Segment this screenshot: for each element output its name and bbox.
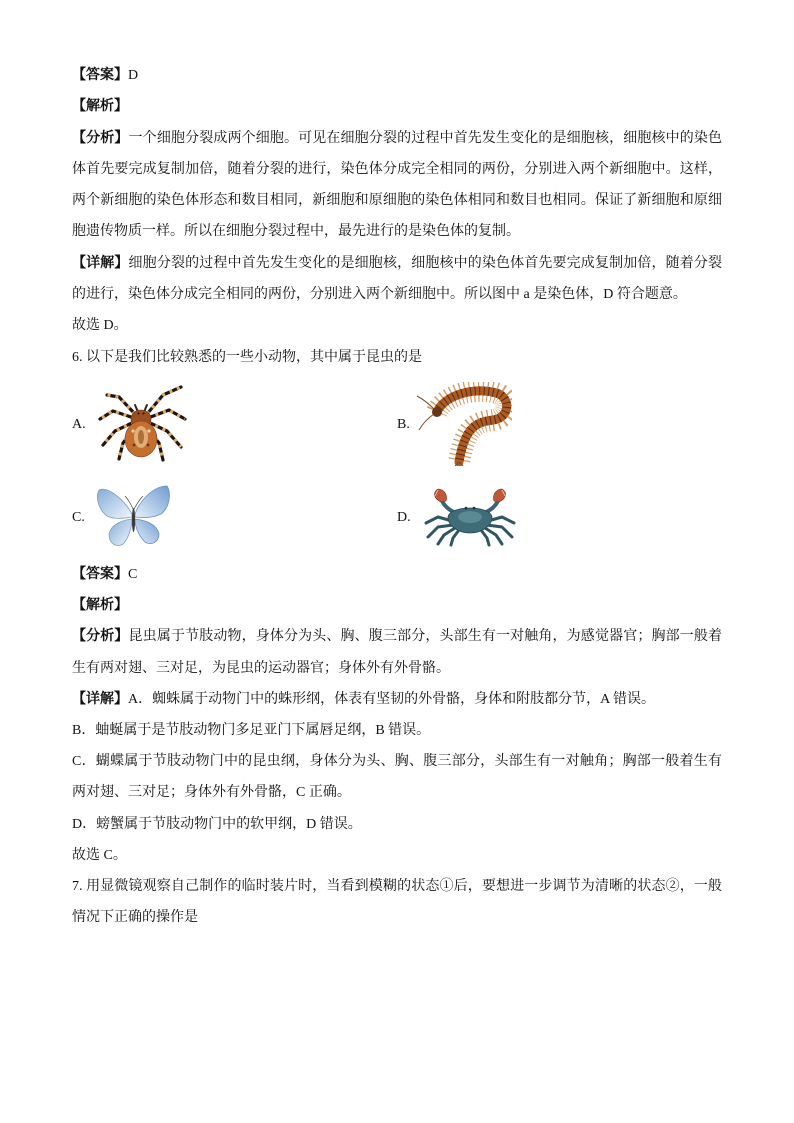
q6-xiangjie-line: D．螃蟹属于节肢动物门中的软甲纲，D 错误。 [72, 816, 362, 832]
question-6-stem: 6. 以下是我们比较熟悉的一些小动物，其中属于昆虫的是 [72, 349, 422, 365]
xiangjie-text: 细胞分裂的过程中首先发生变化的是细胞核，细胞核中的染色体首先要完成复制加倍，随着分裂 [128, 255, 723, 271]
q5-answer-line [72, 60, 722, 91]
answer-value: C [128, 567, 138, 582]
butterfly-image [95, 484, 172, 549]
question-7-stem: 7. 用显微镜观察自己制作的临时装片时，当看到模糊的状态①后，要想进一步调节为清晰的状态②，一般 [72, 879, 722, 895]
q6-xiangjie-line: B．蚰蜒属于是节肢动物门多足亚门下属唇足纲，B 错误。 [72, 723, 431, 739]
centipede-head [432, 407, 442, 417]
q6-fenxi-line: 生有两对翅、三对足，为昆虫的运动器官；身体外有外骨骼。 [72, 660, 450, 676]
question-7-stem: 情况下正确的操作是 [72, 910, 198, 926]
fenxi-text: 一个细胞分裂成两个细胞。可见在细胞分裂的过程中首先发生变化的是细胞核，细胞核中的染色 [128, 130, 723, 146]
q6-xiangjie-line: C．蝴蝶属于节肢动物门中的昆虫纲，身体分为头、胸、腹三部分，头部生有一对触角；胸部一般着生有 [72, 754, 722, 770]
answer-value: D [128, 68, 139, 83]
butterfly-wing [135, 486, 169, 518]
analysis-tag: 【解析】 [72, 99, 128, 115]
butterfly-wing [97, 489, 132, 518]
q5-xiangjie-line [72, 248, 722, 279]
q5-solution [72, 60, 722, 373]
q6-solution [72, 559, 722, 933]
q6-fenxi-line [72, 621, 722, 652]
butterfly-wing [135, 519, 159, 544]
centipede-image [415, 382, 512, 466]
answer-tag: 【答案】 [72, 567, 128, 582]
q6-analysis-line [72, 590, 722, 621]
q5-fenxi-line: 体首先要完成复制加倍，随着分裂的进行，染色体分成完全相同的两份，分别进入两个新细胞中。这样， [72, 161, 722, 177]
option-label: C. [72, 510, 85, 525]
xiangjie-tag: 【详解】 [72, 255, 129, 271]
q6-xiangjie-line: 两对翅、三对足；身体外有外骨骼，C 正确。 [72, 785, 351, 801]
q6-xiangjie-line [72, 684, 722, 715]
answer-tag: 【答案】 [72, 68, 128, 83]
option-b [397, 380, 537, 470]
option-label: A. [72, 417, 86, 432]
fenxi-text: 昆虫属于节肢动物，身体分为头、胸、腹三部分，头部生有一对触角，为感觉器官；胸部一般着 [128, 629, 723, 645]
q5-fenxi-line: 两个新细胞的染色体形态和数目相同，新细胞和原细胞的染色体相同和数目也相同。保证了新细胞和原细 [72, 193, 722, 209]
crab-image [422, 487, 518, 547]
option-c [72, 473, 212, 563]
q5-fenxi-line [72, 123, 722, 154]
option-label: D. [397, 510, 411, 525]
q5-fenxi-line: 胞遗传物质一样。所以在细胞分裂过程中，最先进行的是染色体的复制。 [72, 224, 520, 240]
q6-conclusion: 故选 C。 [72, 847, 127, 863]
option-label: B. [397, 417, 410, 432]
fenxi-tag: 【分析】 [72, 629, 129, 645]
fenxi-tag: 【分析】 [72, 130, 129, 146]
q5-conclusion: 故选 D。 [72, 318, 128, 334]
xiangjie-tag: 【详解】 [72, 691, 128, 707]
analysis-tag: 【解析】 [72, 598, 128, 614]
option-d [397, 473, 537, 563]
q5-analysis-line [72, 91, 722, 122]
butterfly-body [132, 508, 135, 532]
xiangjie-text: A．蜘蛛属于动物门中的蛛形纲，体表有坚韧的外骨骼，身体和附肢都分节，A 错误。 [128, 691, 655, 707]
butterfly-wing [109, 519, 132, 546]
q5-xiangjie-line: 的进行，染色体分成完全相同的两份，分别进入两个新细胞中。所以图中 a 是染色体，D 符合题意。 [72, 287, 687, 303]
q6-answer-line [72, 559, 722, 590]
spider-image [97, 383, 187, 463]
option-a [72, 380, 212, 470]
